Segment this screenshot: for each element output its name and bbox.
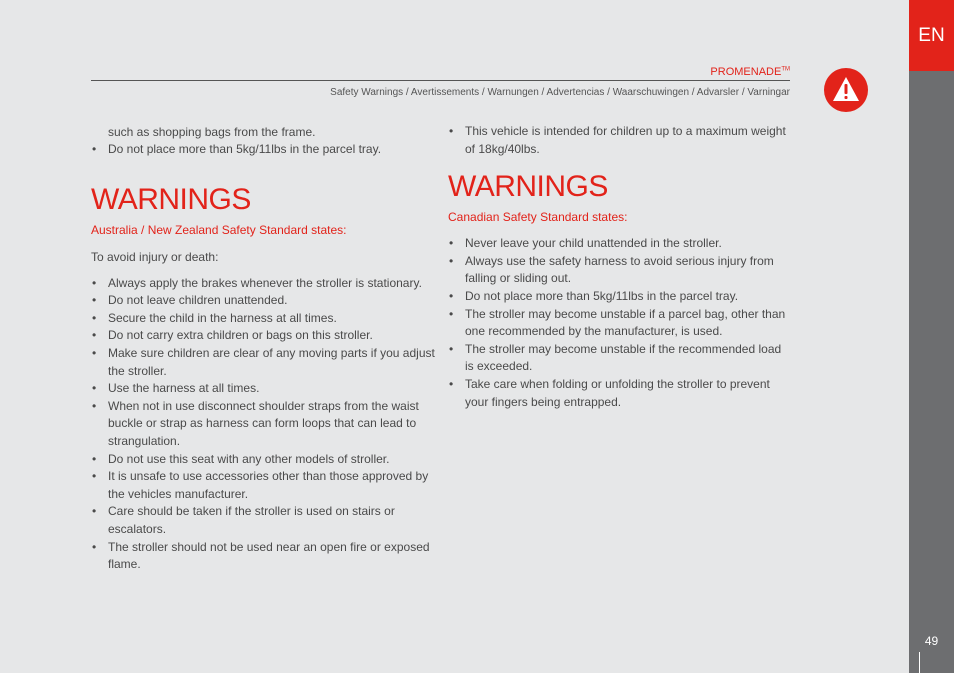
list-item: • Do not place more than 5kg/11lbs in the parcel tray. xyxy=(91,141,436,159)
page-number: 49 xyxy=(924,634,939,648)
list-item: • Do not carry extra children or bags on this stroller. xyxy=(91,327,436,345)
list-item: • The stroller may become unstable if the recommended load is exceeded. xyxy=(448,341,788,376)
warnings-heading-left: WARNINGS xyxy=(91,182,251,216)
canadian-warning-list xyxy=(448,235,788,411)
list-item: • Do not leave children unattended. xyxy=(91,292,436,310)
brand-name: PROMENADE xyxy=(710,66,782,78)
header-rule xyxy=(91,80,790,81)
list-item: • It is unsafe to use accessories other than those approved by the vehicles manufacturer. xyxy=(91,468,436,503)
list-item: • Never leave your child unattended in the stroller. xyxy=(448,235,788,253)
list-item: • The stroller may become unstable if a parcel bag, other than one recommended by the manufacturer, is used. xyxy=(448,306,788,341)
continued-list xyxy=(448,123,788,158)
warning-triangle-icon xyxy=(824,68,868,112)
list-item: • Secure the child in the harness at all times. xyxy=(91,310,436,328)
continued-list xyxy=(91,141,436,159)
list-item: • Use the harness at all times. xyxy=(91,380,436,398)
list-item: • Always apply the brakes whenever the stroller is stationary. xyxy=(91,275,436,293)
right-column xyxy=(448,123,788,411)
list-item: • Do not place more than 5kg/11lbs in the parcel tray. xyxy=(448,288,788,306)
continued-text: such as shopping bags from the frame. xyxy=(108,125,316,139)
list-item: • When not in use disconnect shoulder straps from the waist buckle or strap as harness can form loops that can lead to strangulation. xyxy=(91,398,436,451)
list-item: • Make sure children are clear of any moving parts if you adjust the stroller. xyxy=(91,345,436,380)
trademark-mark: TM xyxy=(781,66,790,73)
left-column xyxy=(91,123,436,574)
warnings-heading-right: WARNINGS xyxy=(448,170,608,204)
list-item: • This vehicle is intended for children up to a maximum weight of 18kg/40lbs. xyxy=(448,123,788,158)
list-item: • Take care when folding or unfolding the stroller to prevent your fingers being entrapped. xyxy=(448,376,788,411)
list-item: • Do not use this seat with any other models of stroller. xyxy=(91,451,436,469)
right-sidebar xyxy=(909,0,954,673)
aus-nz-standard-subheading: Australia / New Zealand Safety Standard states: xyxy=(91,222,347,237)
breadcrumb: Safety Warnings / Avertissements / Warnungen / Advertencias / Waarschuwingen / Advarsler / Varningar xyxy=(330,87,790,98)
brand-title xyxy=(710,66,790,78)
intro-text: To avoid injury or death: xyxy=(91,249,219,264)
list-item: • Always use the safety harness to avoid serious injury from falling or sliding out. xyxy=(448,253,788,288)
aus-nz-warning-list xyxy=(91,275,436,574)
list-item: • Care should be taken if the stroller is used on stairs or escalators. xyxy=(91,503,436,538)
canadian-standard-subheading: Canadian Safety Standard states: xyxy=(448,210,628,225)
language-tab[interactable]: EN xyxy=(909,0,954,71)
list-item: • The stroller should not be used near an open fire or exposed flame. xyxy=(91,539,436,574)
page-number-divider xyxy=(919,652,920,673)
